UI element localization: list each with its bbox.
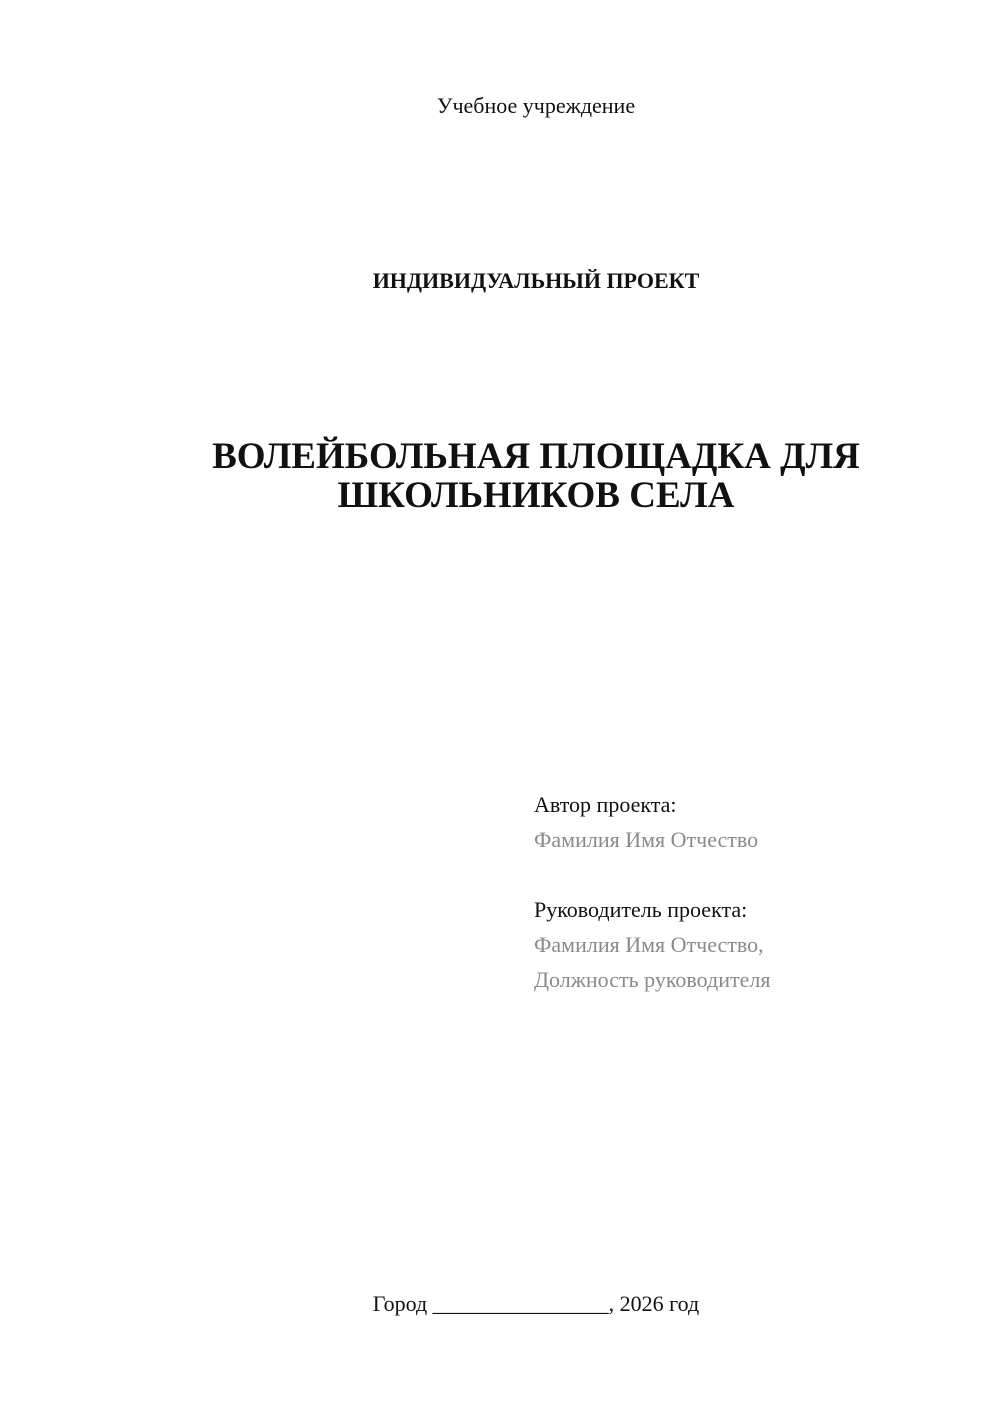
author-label: Автор проекта:: [534, 792, 677, 817]
document-type: ИНДИВИДУАЛЬНЫЙ ПРОЕКТ: [372, 268, 700, 293]
project-title-line-1: ВОЛЕЙБОЛЬНАЯ ПЛОЩАДКА ДЛЯ: [212, 436, 860, 477]
author-block: [534, 787, 954, 857]
supervisor-block: [534, 892, 954, 997]
year-text: , 2026 год: [608, 1291, 700, 1316]
city-blank: ________________: [432, 1291, 609, 1316]
project-title-line-2: ШКОЛЬНИКОВ СЕЛА: [337, 475, 735, 516]
city-label: Город: [372, 1291, 428, 1316]
supervisor-position: Должность руководителя: [534, 967, 771, 992]
project-title: [150, 437, 922, 515]
supervisor-name: Фамилия Имя Отчество,: [534, 932, 764, 957]
author-name: Фамилия Имя Отчество: [534, 827, 759, 852]
supervisor-label: Руководитель проекта:: [534, 897, 748, 922]
city-year-line: [0, 1289, 1000, 1319]
institution-name: Учебное учреждение: [436, 93, 636, 118]
